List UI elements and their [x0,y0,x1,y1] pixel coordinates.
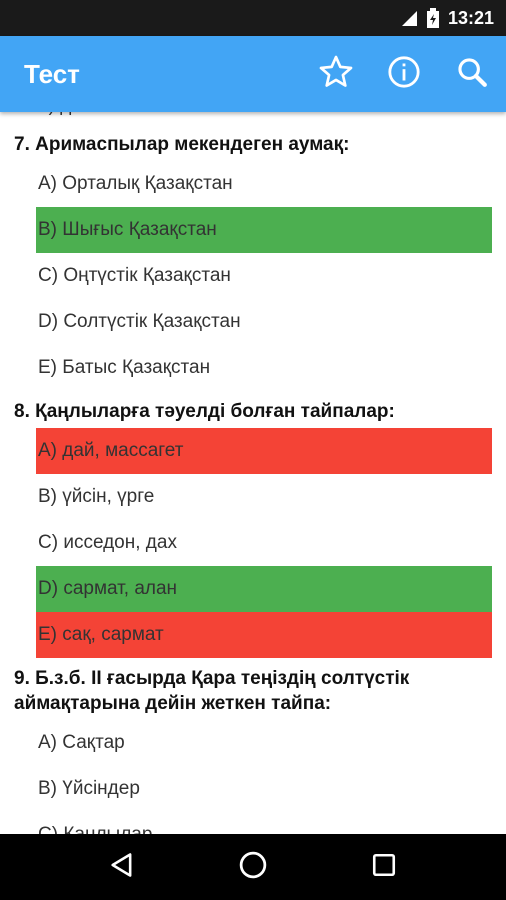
page-title: Тест [24,58,80,89]
info-button[interactable] [370,36,438,112]
status-time: 13:21 [447,7,494,28]
star-icon [318,54,354,95]
back-icon [108,851,136,884]
home-button[interactable] [223,837,283,897]
answer-option[interactable]: C) исседон, дах [38,532,177,553]
question-text: 8. Қаңлыларға тәуелді болған тайпалар: [14,401,395,422]
back-button[interactable] [92,837,152,897]
status-bar [0,0,506,36]
test-content[interactable] [0,112,506,834]
answer-option[interactable]: B) Үйсіндер [38,778,140,799]
answer-option[interactable]: C) Оңтүстік Қазақстан [38,265,231,286]
answer-option[interactable]: D) Солтүстік Қазақстан [38,311,241,332]
answer-option[interactable]: E) Батыс Қазақстан [38,357,211,378]
search-icon [455,55,489,94]
recents-icon [371,852,397,883]
info-icon [387,55,421,94]
navigation-bar [0,834,506,900]
answer-option-correct[interactable]: D) сармат, алан [36,566,492,612]
signal-icon [400,9,418,27]
recents-button[interactable] [354,837,414,897]
answer-option[interactable]: A) Орталық Қазақстан [38,173,233,194]
answer-option-correct[interactable]: B) Шығыс Қазақстан [36,207,492,253]
answer-option[interactable]: A) Сақтар [38,732,125,753]
question-text: 7. Аримаспылар мекендеген аумақ: [14,134,350,155]
app-bar [0,36,506,112]
search-button[interactable] [438,36,506,112]
answer-option-wrong[interactable]: A) дай, массагет [36,428,492,474]
battery-icon [426,8,440,28]
answer-option[interactable]: B) үйсін, үрге [38,486,155,507]
answer-option-wrong[interactable]: E) сақ, сармат [36,612,492,658]
favorite-button[interactable] [302,36,370,112]
home-icon [238,850,268,885]
question-text: 9. Б.з.б. II ғасырда Қара теңіздің солтүстік аймақтарына дейін жеткен тайпа: [14,668,410,714]
